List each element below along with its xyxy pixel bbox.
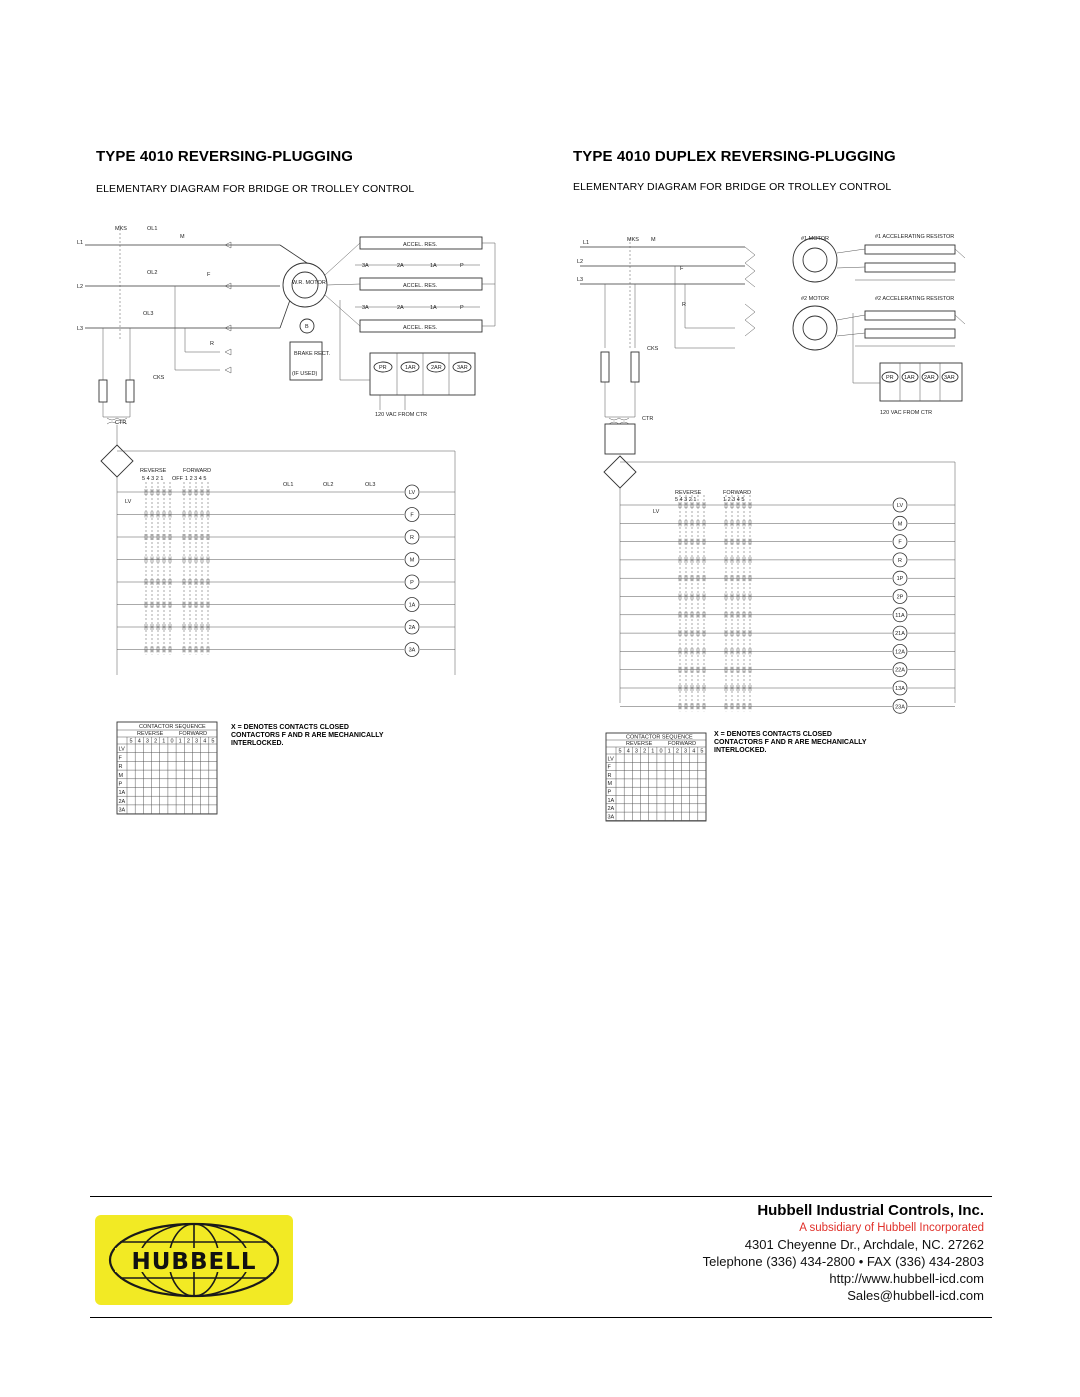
right-x-note: X = DENOTES CONTACTS CLOSED xyxy=(714,731,832,738)
left-forward-label: FORWARD xyxy=(183,468,212,474)
right-coil-label: 11A xyxy=(895,612,905,619)
left-table-position: 5 xyxy=(211,738,215,745)
right-rev-nums: 5 4 3 2 1 xyxy=(675,497,697,503)
right-coil-label: 12A xyxy=(895,649,905,656)
right-coil-label: LV xyxy=(896,503,904,509)
right-coil-label: 22A xyxy=(895,667,905,674)
company-info xyxy=(703,1202,984,1303)
left-label-m: M xyxy=(180,234,185,240)
right-contactor-sequence-table xyxy=(606,733,716,828)
right-table-position: 5 xyxy=(618,748,622,755)
left-res-3a-b: 3A xyxy=(362,305,369,311)
left-table-position: 2 xyxy=(154,738,158,745)
company-subsidiary: A subsidiary of Hubbell Incorporated xyxy=(799,1222,984,1234)
right-motor2-label: #2 MOTOR xyxy=(801,296,830,302)
right-accel2-label: #2 ACCELERATING RESISTOR xyxy=(875,296,955,302)
left-label-mks: MKS xyxy=(115,226,127,232)
left-ladder-ol1: OL1 xyxy=(283,482,294,488)
right-table-position: 3 xyxy=(684,748,688,755)
right-table-position: 1 xyxy=(667,748,671,755)
right-table-position: 4 xyxy=(692,748,696,755)
right-label-mks: MKS xyxy=(627,237,639,243)
left-accel-res-2: ACCEL. RES. xyxy=(403,283,438,289)
company-phone-fax: Telephone (336) 434-2800 • FAX (336) 434-2803 xyxy=(702,1254,984,1269)
left-ladder-rungs xyxy=(117,482,455,655)
right-motor1-label: #1 MOTOR xyxy=(801,236,830,242)
left-table-row-label: M xyxy=(118,772,124,779)
left-vac-label: 120 VAC FROM CTR xyxy=(375,412,428,418)
left-table-position: 4 xyxy=(203,738,207,745)
left-ctr-label: CTR xyxy=(115,420,127,426)
left-coil-label: 2A xyxy=(408,625,416,631)
right-relay-pr: PR xyxy=(886,375,894,381)
right-label-l1: L1 xyxy=(583,240,590,246)
left-label-l3: L3 xyxy=(77,326,84,332)
left-label-l2: L2 xyxy=(77,284,84,290)
right-coil-label: 2P xyxy=(896,594,904,601)
left-ladder-ol2: OL2 xyxy=(323,482,334,488)
right-coil-label: F xyxy=(898,539,902,546)
left-x-note: X = DENOTES CONTACTS CLOSED xyxy=(231,724,349,731)
left-table-title: CONTACTOR SEQUENCE xyxy=(139,724,206,730)
right-table-row-label: M xyxy=(607,781,613,788)
right-table-row-label: 3A xyxy=(607,814,615,821)
left-reverse-label: REVERSE xyxy=(140,468,167,474)
left-relay-3ar: 3AR xyxy=(457,365,468,371)
left-power-lines xyxy=(85,225,310,373)
right-relay-box xyxy=(853,313,962,401)
left-table-row-label: LV xyxy=(118,746,125,753)
left-table-position: 4 xyxy=(137,738,141,745)
right-coil-label: 13A xyxy=(895,686,905,692)
right-table-position: 1 xyxy=(651,748,655,755)
right-accel1-label: #1 ACCELERATING RESISTOR xyxy=(875,234,955,240)
company-name: Hubbell Industrial Controls, Inc. xyxy=(757,1202,984,1219)
left-accel-res-1: ACCEL. RES. xyxy=(403,242,438,248)
company-website-link[interactable]: http://www.hubbell-icd.com xyxy=(829,1271,984,1286)
right-label-l2: L2 xyxy=(577,259,584,265)
footer-top-rule xyxy=(90,1196,992,1197)
right-table-position: 3 xyxy=(634,748,638,755)
left-motor-label: W.R. MOTOR xyxy=(292,280,326,286)
hubbell-logo xyxy=(95,1215,293,1305)
left-cks-label: CKS xyxy=(153,375,165,381)
left-table-position: 3 xyxy=(195,738,199,745)
right-coil-label: 23A xyxy=(895,704,905,711)
right-ladder-coils xyxy=(893,498,907,713)
left-res-p-b: P xyxy=(460,305,464,311)
right-table-row-label: F xyxy=(607,764,611,771)
left-table-row-label: F xyxy=(118,755,122,762)
left-table-position: 3 xyxy=(145,738,149,745)
left-ladder-coils xyxy=(405,485,419,657)
right-forward-label: FORWARD xyxy=(723,490,752,496)
left-res-1a: 1A xyxy=(430,263,437,269)
left-rev-nums: 5 4 3 2 1 xyxy=(142,476,164,482)
right-table-row-label: 2A xyxy=(607,806,615,813)
right-table-position: 4 xyxy=(626,748,630,755)
left-diagram-title: TYPE 4010 REVERSING-PLUGGING xyxy=(96,148,354,165)
left-table-row-label: 2A xyxy=(118,798,126,805)
left-label-ol3: OL3 xyxy=(143,311,154,317)
right-relay-2ar: 2AR xyxy=(924,375,935,381)
left-off-label: OFF xyxy=(172,476,183,482)
footer-bottom-rule xyxy=(90,1317,992,1318)
left-accel-res-3: ACCEL. RES. xyxy=(403,325,438,331)
left-table-position: 1 xyxy=(178,738,182,745)
left-brake-b-label: B xyxy=(305,324,309,330)
left-coil-label: LV xyxy=(408,490,416,496)
left-coil-label: M xyxy=(409,557,415,564)
right-table-position: 2 xyxy=(675,748,679,755)
right-table-row-label: R xyxy=(607,772,612,779)
right-ctr-label: CTR xyxy=(642,416,654,422)
right-table-row-label: LV xyxy=(607,756,614,763)
right-table-row-label: P xyxy=(607,789,612,796)
right-relay-3ar: 3AR xyxy=(944,375,955,381)
right-relay-1ar: 1AR xyxy=(904,375,915,381)
left-res-2a-b: 2A xyxy=(397,305,404,311)
left-relay-1ar: 1AR xyxy=(405,365,416,371)
right-coil-label: 1P xyxy=(896,576,904,583)
right-table-position: 0 xyxy=(659,748,663,755)
left-table-position: 2 xyxy=(186,738,190,745)
right-cks-label: CKS xyxy=(647,346,659,352)
left-lv-contact-label: LV xyxy=(125,499,132,505)
right-coil-label: R xyxy=(898,557,902,564)
hubbell-logo-globe xyxy=(95,1215,293,1305)
left-table-reverse: REVERSE xyxy=(137,731,164,737)
company-email-link[interactable]: Sales@hubbell-icd.com xyxy=(847,1288,984,1303)
right-coil-label: 21A xyxy=(895,631,905,638)
right-coil-label: M xyxy=(897,521,903,528)
right-label-l3: L3 xyxy=(577,277,584,283)
left-table-position: 5 xyxy=(129,738,133,745)
right-power-lines xyxy=(580,238,755,348)
right-table-row-label: 1A xyxy=(607,797,615,804)
left-res-3a: 3A xyxy=(362,263,369,269)
left-ladder-ol3: OL3 xyxy=(365,482,376,488)
right-table-forward: FORWARD xyxy=(668,741,697,747)
right-label-m: M xyxy=(651,237,656,243)
right-label-f: F xyxy=(680,266,684,272)
company-address: 4301 Cheyenne Dr., Archdale, NC. 27262 xyxy=(744,1237,984,1252)
left-brake-label: BRAKE RECT. xyxy=(294,351,331,357)
right-diagram-subtitle: ELEMENTARY DIAGRAM FOR BRIDGE OR TROLLEY CONTROL xyxy=(573,181,892,193)
hubbell-logo-text: HUBBELL xyxy=(131,1249,257,1275)
right-diagram-title: TYPE 4010 DUPLEX REVERSING-PLUGGING xyxy=(573,148,896,165)
left-table-position: 0 xyxy=(170,738,174,745)
right-table-title: CONTACTOR SEQUENCE xyxy=(626,734,693,741)
left-table-forward: FORWARD xyxy=(179,731,208,737)
left-relay-pr: PR xyxy=(379,365,387,371)
left-relay-2ar: 2AR xyxy=(431,365,442,371)
right-table-position: 2 xyxy=(643,748,647,755)
right-fwd-nums: 1 2 3 4 5 xyxy=(723,497,745,503)
left-res-1a-b: 1A xyxy=(430,305,437,311)
left-coil-label: 3A xyxy=(408,647,416,654)
left-fwd-nums: 1 2 3 4 5 xyxy=(185,476,207,482)
right-reverse-label: REVERSE xyxy=(675,490,702,496)
left-diagram-subtitle: ELEMENTARY DIAGRAM FOR BRIDGE OR TROLLEY CONTROL xyxy=(96,183,415,195)
left-interlock-note: CONTACTORS F AND R ARE MECHANICALLY INTERLOCKED. xyxy=(231,732,384,747)
left-coil-label: F xyxy=(410,512,414,519)
left-coil-label: R xyxy=(410,535,414,541)
left-coil-label: P xyxy=(410,580,414,586)
left-table-row-label: R xyxy=(118,764,123,771)
left-res-p: P xyxy=(460,263,464,269)
left-relay-box xyxy=(340,300,475,410)
left-label-ol1: OL1 xyxy=(147,226,158,232)
right-lv-contact-label: LV xyxy=(653,509,660,515)
right-vac-label: 120 VAC FROM CTR xyxy=(880,410,933,416)
left-label-l1: L1 xyxy=(77,240,84,246)
right-table-reverse: REVERSE xyxy=(626,741,653,747)
left-label-ol2: OL2 xyxy=(147,270,158,276)
left-contactor-sequence-table xyxy=(117,722,227,817)
left-table-row-label: P xyxy=(118,781,123,788)
left-table-position: 1 xyxy=(162,738,166,745)
left-table-row-label: 3A xyxy=(118,807,126,814)
left-coil-label: 1A xyxy=(408,602,416,609)
left-if-used-label: (IF USED) xyxy=(292,371,318,377)
right-interlock-note: CONTACTORS F AND R ARE MECHANICALLY INTERLOCKED. xyxy=(714,739,867,754)
right-label-r: R xyxy=(682,302,686,308)
right-table-position: 5 xyxy=(700,748,704,755)
left-table-row-label: 1A xyxy=(118,790,126,797)
left-label-r: R xyxy=(210,341,214,347)
left-res-2a: 2A xyxy=(397,263,404,269)
left-label-f: F xyxy=(207,272,211,278)
